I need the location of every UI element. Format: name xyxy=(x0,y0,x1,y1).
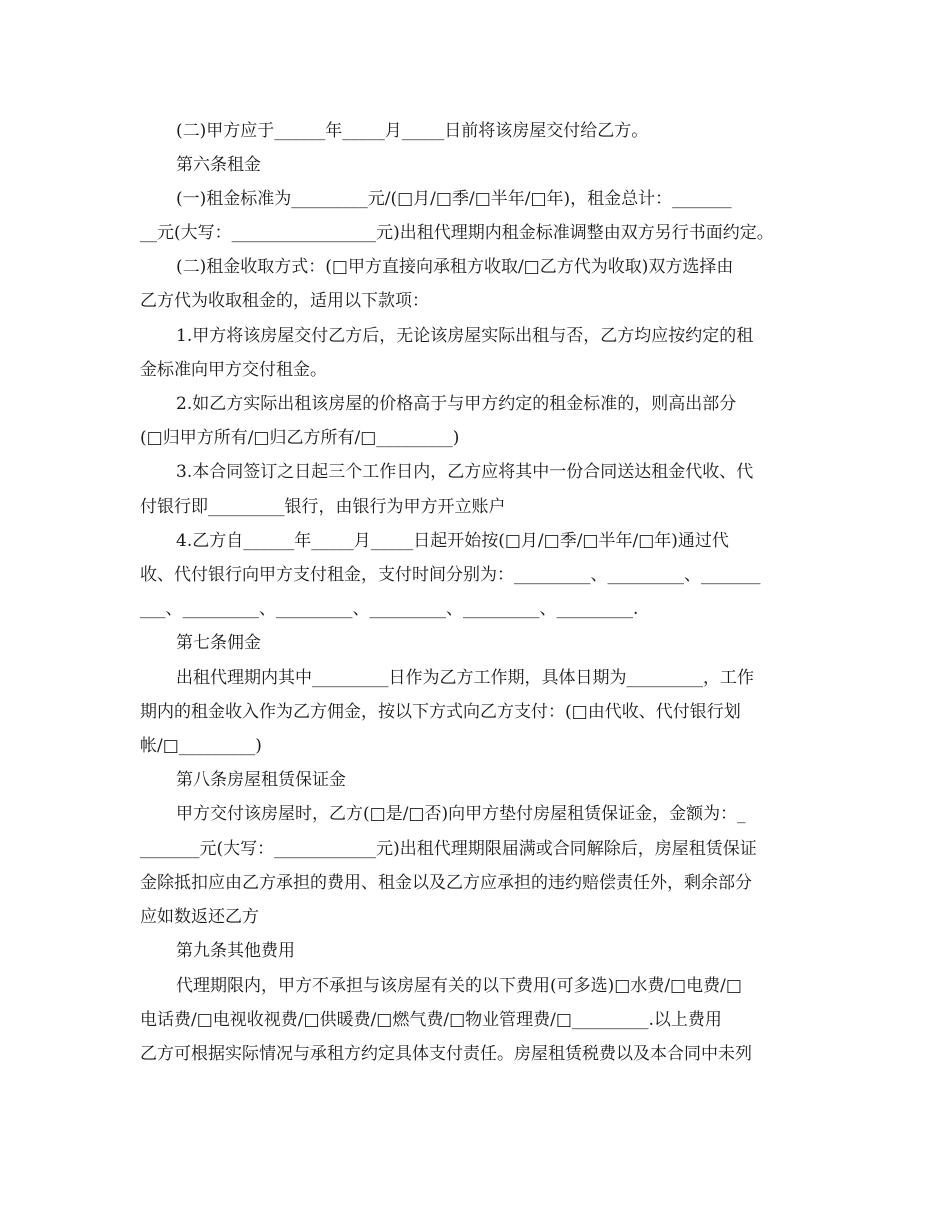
clause-line: 1.甲方将该房屋交付乙方后，无论该房屋实际出租与否，乙方均应按约定的租 xyxy=(176,326,754,346)
clause-line: __元(大写：_________________元)出租代理期内租金标准调整由双方另行书面约定。 xyxy=(140,223,774,243)
clause-line: _______元(大写：____________元)出租代理期限届满或合同解除后，房屋租赁保证 xyxy=(140,839,757,859)
clause-line: 付银行即_________银行，由银行为甲方开立账户 xyxy=(140,497,506,517)
clause-line: 2.如乙方实际出租该房屋的价格高于与甲方约定的租金标准的，则高出部分 xyxy=(176,394,737,414)
section-heading: 第九条其他费用 xyxy=(176,941,295,961)
clause-line: 金除抵扣应由乙方承担的费用、租金以及乙方应承担的违约赔偿责任外，剩余部分 xyxy=(140,873,752,893)
clause-line: 金标准向甲方交付租金。 xyxy=(140,360,327,380)
clause-line: 收、代付银行向甲方支付租金，支付时间分别为：_________、_________、_______ xyxy=(140,565,761,585)
section-heading: 第八条房屋租赁保证金 xyxy=(176,770,346,790)
clause-line: 4.乙方自______年_____月_____日起开始按(□月/□季/□半年/□年)通过代 xyxy=(176,531,729,551)
clause-line: (□归甲方所有/□归乙方所有/□_________) xyxy=(140,428,460,448)
clause-line: 乙方代为收取租金的，适用以下款项： xyxy=(140,291,429,311)
clause-line: 3.本合同签订之日起三个工作日内，乙方应将其中一份合同送达租金代收、代 xyxy=(176,462,754,482)
clause-line: 甲方交付该房屋时，乙方(□是/□否)向甲方垫付房屋租赁保证金，金额为：_ xyxy=(176,804,746,824)
clause-line: ___、_________、_________、_________、_________、_________. xyxy=(140,599,639,619)
clause-line: 代理期限内，甲方不承担与该房屋有关的以下费用(可多选)□水费/□电费/□ xyxy=(176,976,742,996)
clause-line: (二)甲方应于______年_____月_____日前将该房屋交付给乙方。 xyxy=(176,121,649,141)
clause-line: 出租代理期内其中_________日作为乙方工作期，具体日期为_________，工作 xyxy=(176,668,754,688)
clause-line: (二)租金收取方式：(□甲方直接向承租方收取/□乙方代为收取)双方选择由 xyxy=(176,257,734,277)
clause-line: 期内的租金收入作为乙方佣金，按以下方式向乙方支付：(□由代收、代付银行划 xyxy=(140,702,741,722)
clause-line: 应如数返还乙方 xyxy=(140,907,259,927)
clause-line: (一)租金标准为_________元/(□月/□季/□半年/□年)，租金总计：_______ xyxy=(176,189,732,209)
section-heading: 第六条租金 xyxy=(176,155,261,175)
clause-line: 帐/□_________) xyxy=(140,736,262,756)
section-heading: 第七条佣金 xyxy=(176,633,261,653)
clause-line: 电话费/□电视收视费/□供暖费/□燃气费/□物业管理费/□_________.以上费用 xyxy=(140,1010,722,1030)
clause-line: 乙方可根据实际情况与承租方约定具体支付责任。房屋租赁税费以及本合同中未列 xyxy=(140,1044,752,1064)
